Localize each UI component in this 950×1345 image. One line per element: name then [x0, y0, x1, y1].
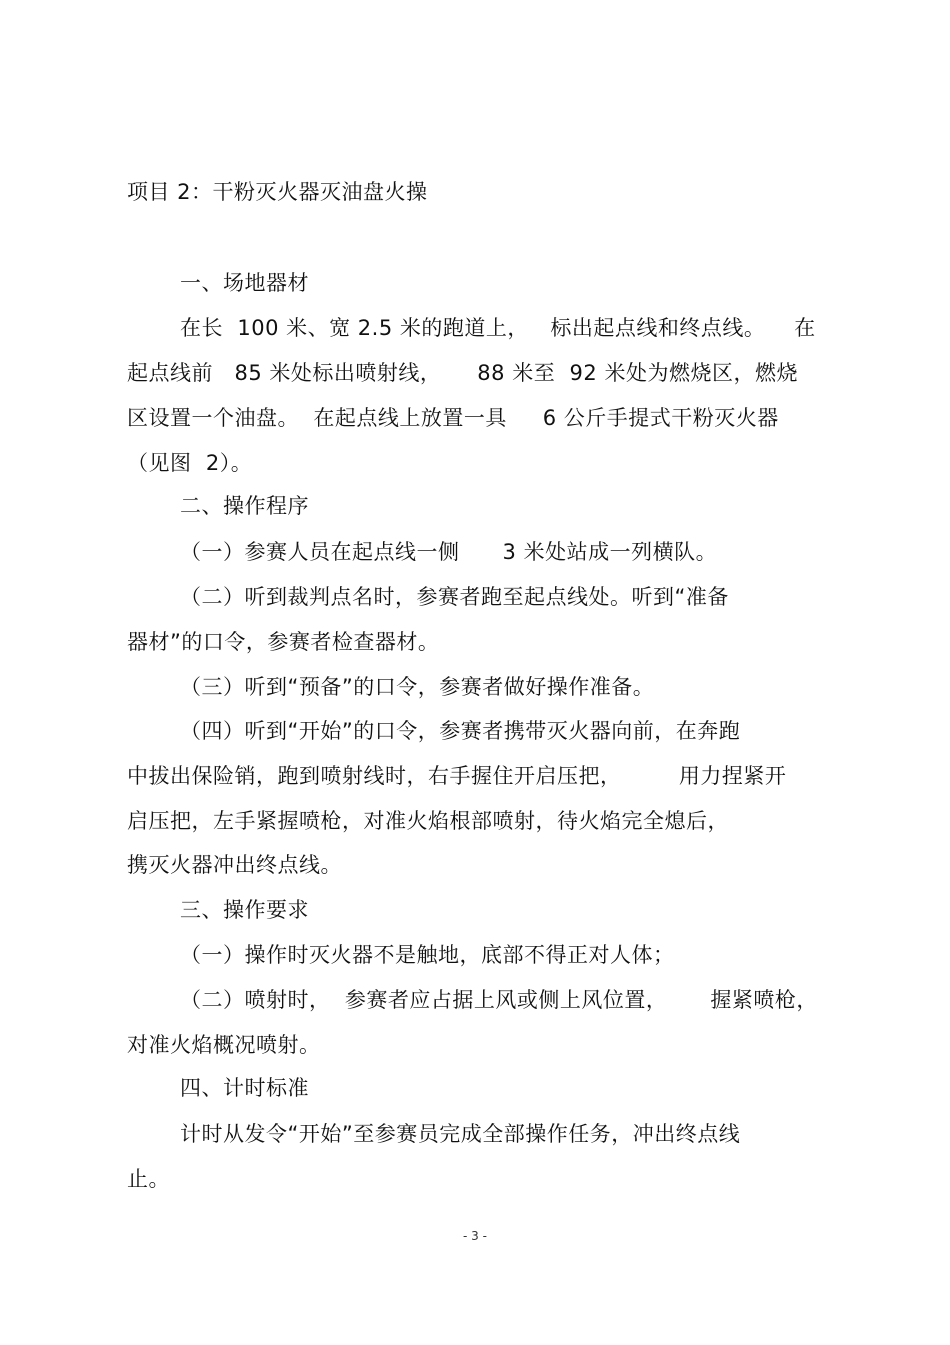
- paragraph-line: 器材”的口令，参赛者检查器材。: [127, 630, 440, 654]
- paragraph-line: （二）喷射时， 参赛者应占据上风或侧上风位置， 握紧喷枪，: [180, 988, 818, 1012]
- paragraph-line: 计时从发令“开始”至参赛员完成全部操作任务，冲出终点线: [180, 1122, 741, 1146]
- paragraph-line: （一）操作时灭火器不是触地，底部不得正对人体；: [180, 943, 675, 967]
- paragraph-line: （见图 2）。: [127, 451, 253, 475]
- page-number: - 3 -: [463, 1229, 487, 1243]
- paragraph-line: 中拔出保险销，跑到喷射线时，右手握住开启压把， 用力捏紧开: [127, 764, 787, 788]
- paragraph-line: 起点线前 85 米处标出喷射线， 88 米至 92 米处为燃烧区，燃烧: [127, 361, 798, 385]
- heading-venue-equipment: 一、场地器材: [180, 271, 309, 295]
- paragraph-line: 启压把，左手紧握喷枪，对准火焰根部喷射，待火焰完全熄后，: [127, 809, 729, 833]
- paragraph-line: （一）参赛人员在起点线一侧 3 米处站成一列横队。: [180, 540, 718, 564]
- paragraph-line: 携灭火器冲出终点线。: [127, 853, 342, 877]
- paragraph-line: （三）听到“预备”的口令，参赛者做好操作准备。: [180, 675, 655, 699]
- paragraph-line: 在长 100 米、宽 2.5 米的跑道上， 标出起点线和终点线。 在: [180, 316, 816, 340]
- heading-timing-standard: 四、计时标准: [180, 1076, 309, 1100]
- paragraph-line: 对准火焰概况喷射。: [127, 1033, 321, 1057]
- heading-operation-procedure: 二、操作程序: [180, 494, 309, 518]
- paragraph-line: （四）听到“开始”的口令，参赛者携带灭火器向前，在奔跑: [180, 719, 741, 743]
- paragraph-line: 止。: [127, 1167, 170, 1191]
- heading-operation-requirements: 三、操作要求: [180, 898, 309, 922]
- paragraph-line: 区设置一个油盘。 在起点线上放置一具 6 公斤手提式干粉灭火器: [127, 406, 779, 430]
- section-title: 项目 2：干粉灭火器灭油盘火操: [127, 180, 428, 204]
- paragraph-line: （二）听到裁判点名时，参赛者跑至起点线处。听到“准备: [180, 585, 729, 609]
